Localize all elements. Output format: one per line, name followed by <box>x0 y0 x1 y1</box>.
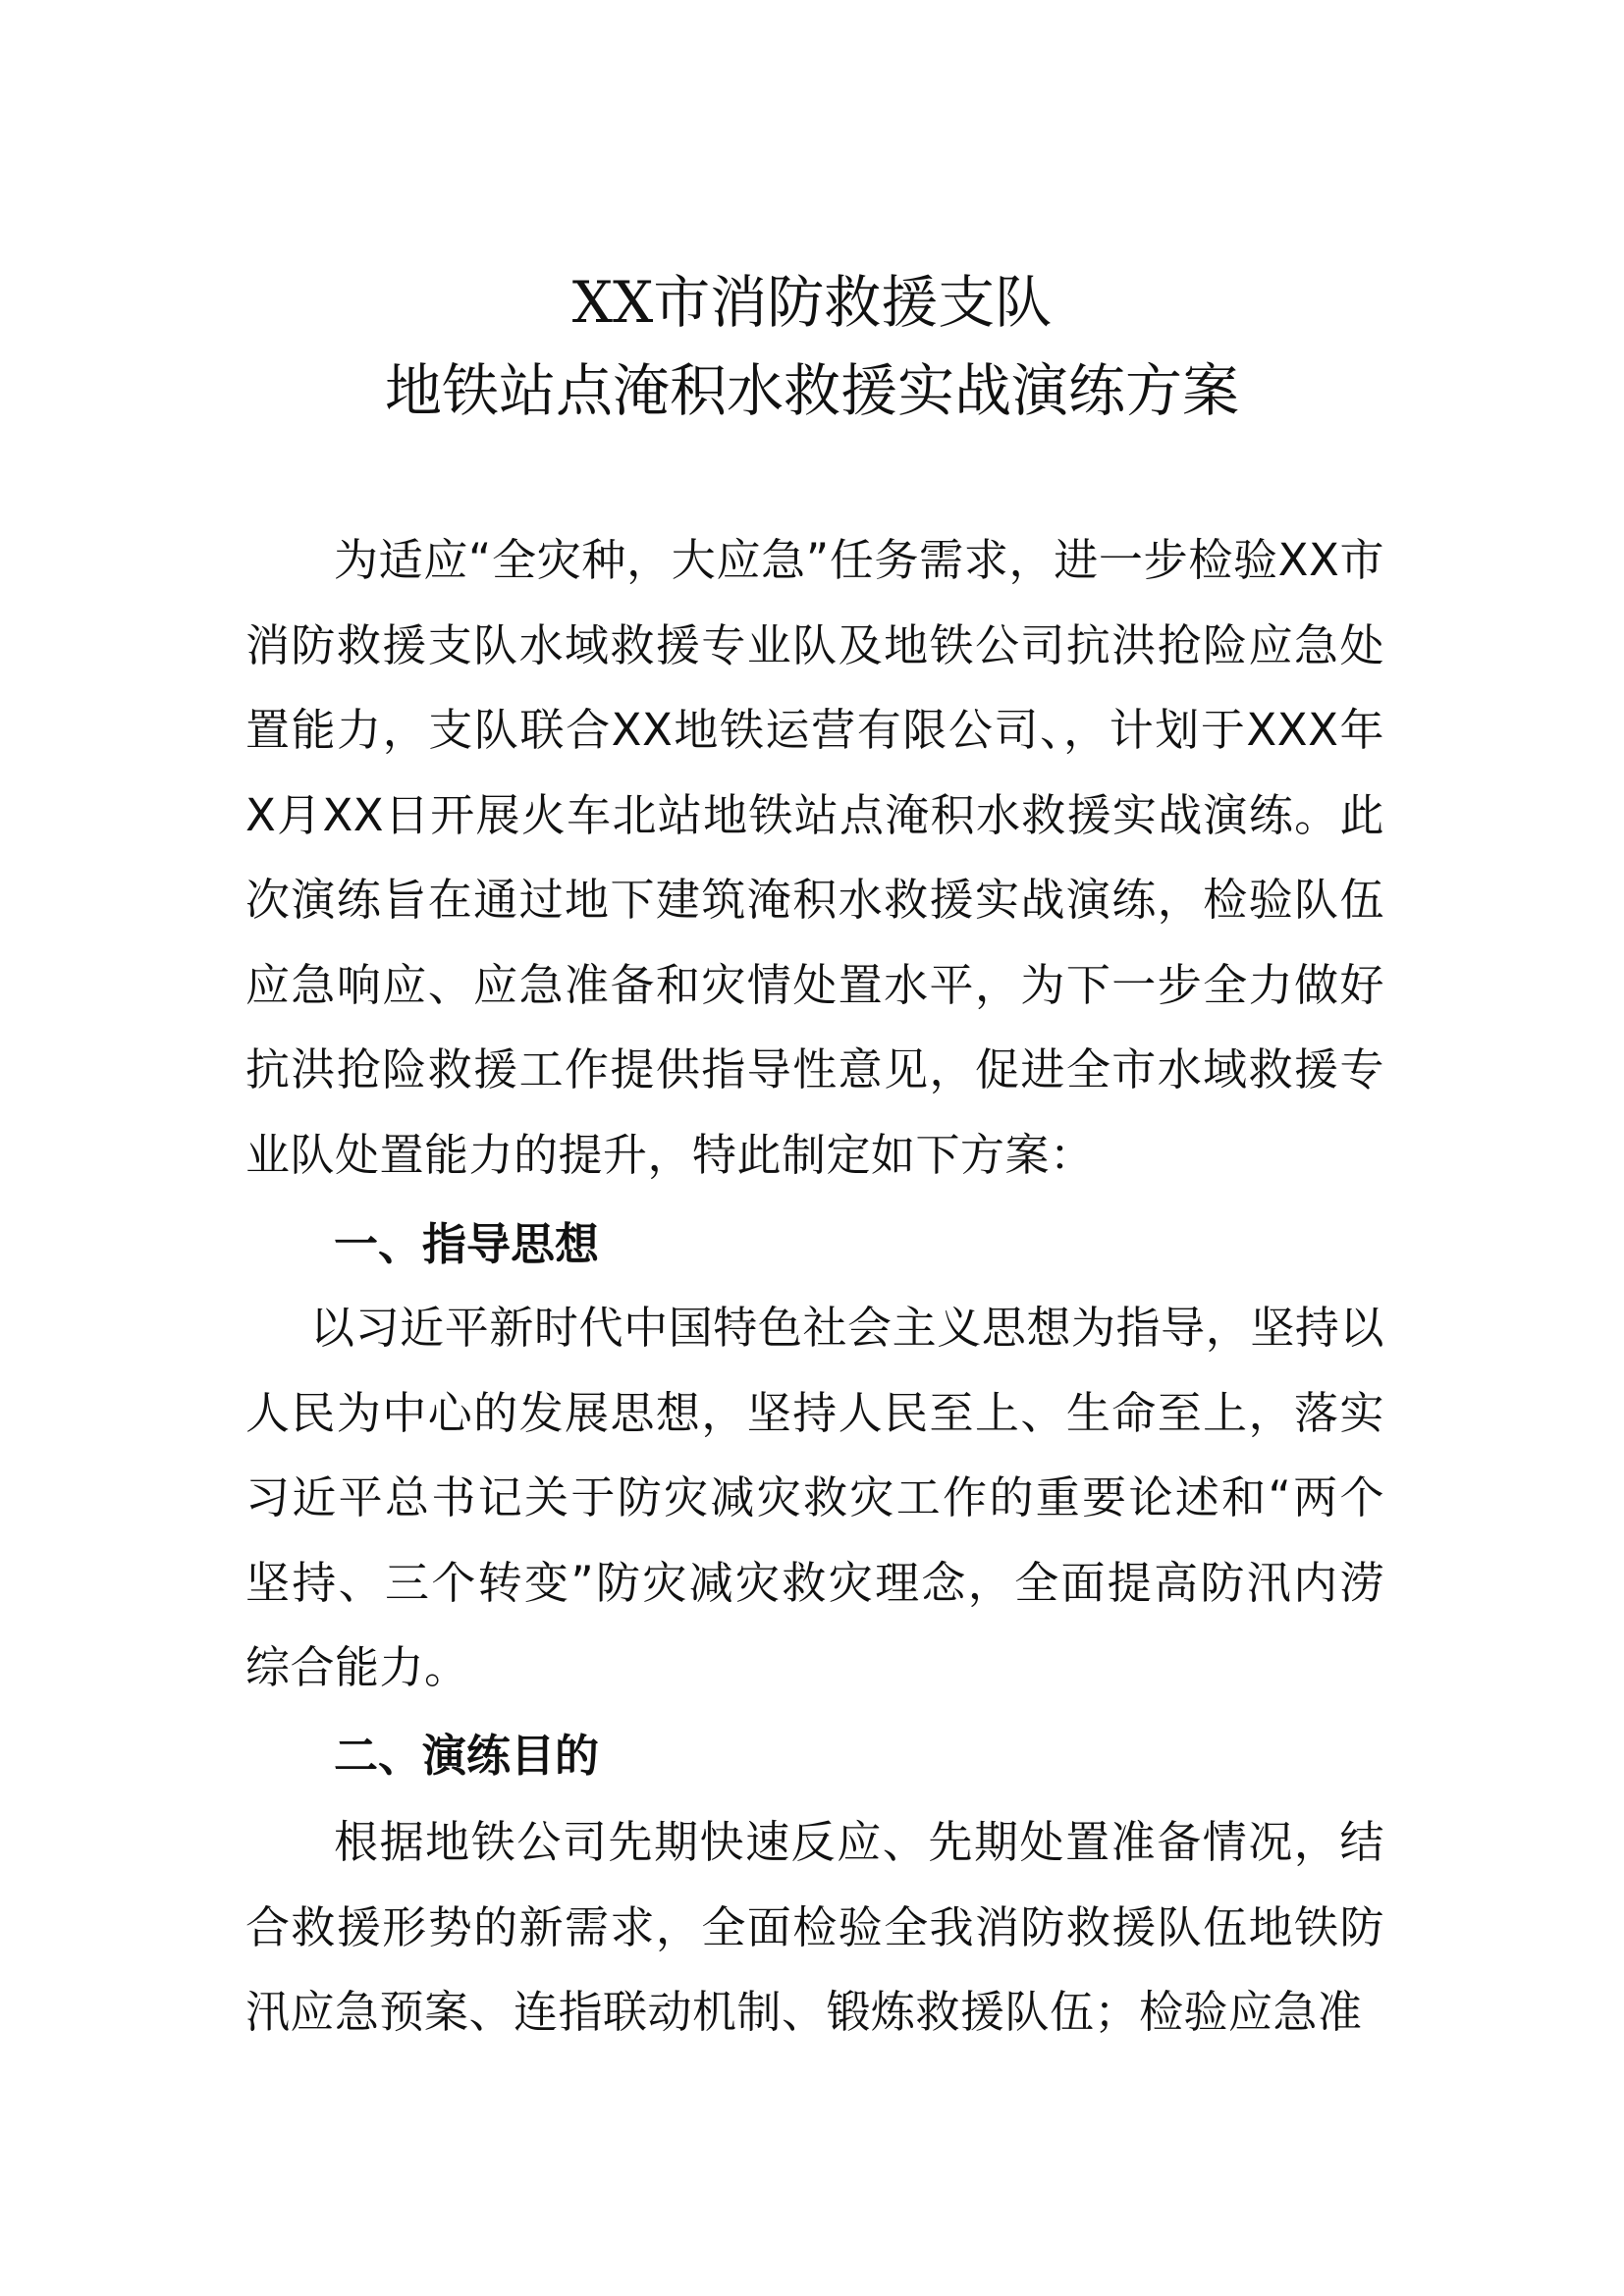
intro-paragraph: 为适应“全灾种，大应急”任务需求，进一步检验XX市消防救援支队水域救援专业队及地铁公司抗洪抢险应急处置能力，支队联合XX地铁运营有限公司、，计划于XXX年X月XX日开展火车北站地铁站点淹积水救援实战演练。此次演练旨在通过地下建筑淹积水救援实战演练，检验队伍应急响应、应急准备和灾情处置水平，为下一步全力做好抗洪抢险救援工作提供指导性意见，促进全市水域救援专业队处置能力的提升，特此制定如下方案： <box>245 534 1384 1181</box>
section-heading-drill-purpose: 二、演练目的 <box>334 1730 600 1782</box>
document-title-line-2: 地铁站点淹积水救援实战演练方案 <box>384 357 1239 424</box>
section-paragraph-guiding-ideology: 以习近平新时代中国特色社会主义思想为指导，坚持以人民为中心的发展思想，坚持人民至上、生命至上，落实习近平总书记关于防灾减灾救灾工作的重要论述和“两个坚持、三个转变”防灾减灾救灾理念，全面提高防汛内涝综合能力。 <box>245 1302 1384 1693</box>
document-title-line-1: XX市消防救援支队 <box>571 269 1053 336</box>
section-heading-guiding-ideology: 一、指导思想 <box>334 1218 600 1270</box>
section-paragraph-drill-purpose: 根据地铁公司先期快速反应、先期处置准备情况，结合救援形势的新需求，全面检验全我消防救援队伍地铁防汛应急预案、连指联动机制、锻炼救援队伍；检验应急准 <box>245 1816 1384 2038</box>
